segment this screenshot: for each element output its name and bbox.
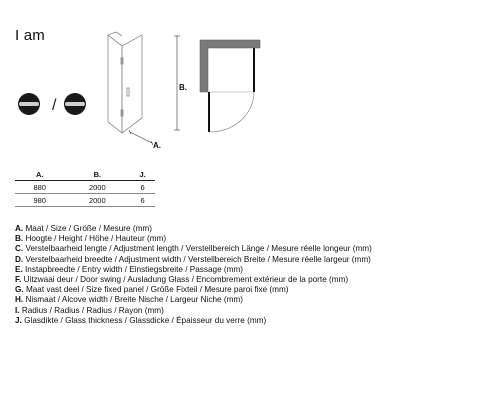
legend-item [15,224,495,234]
page-title: I am [15,27,45,44]
legend-item [15,306,495,316]
round-handle-icon [18,93,40,115]
legend-text: Maat / Size / Größe / Mesure (mm) [25,224,152,233]
legend-text: Glasdikte / Glass thickness / Glassdicke / Épaisseur du verre (mm) [24,315,267,325]
legend-item [15,265,495,275]
legend-text: Maat vast deel / Size fixed panel / Größe Fixteil / Mesure paroi fixe (mm) [25,285,289,295]
legend-key: B. [15,234,24,244]
table-row [15,194,155,207]
wall-outline [200,40,260,92]
legend-key: I. [15,305,20,315]
round-handle-icon [64,93,86,115]
table-cell: 6 [130,181,155,194]
shower-isometric-drawing [100,30,195,155]
legend-text: Uitzwaai deur / Door swing / Ausladung Glass / Encombrement extérieur de la porte (mm) [23,275,349,285]
legend-text: Verstelbaarheid lengte / Adjustment length / Verstellbereich Länge / Mesure réelle longeur (mm) [25,244,372,254]
table-row [15,181,155,194]
legend-key: F. [15,275,22,285]
legend-key: J. [15,315,22,325]
legend-key: A. [15,224,24,233]
table-cell: 880 [15,181,64,194]
legend-item [15,255,495,265]
dimension-legend [15,224,495,326]
dimensions-table [15,168,155,207]
legend-text: Radius / Radius / Radius / Rayon (mm) [21,305,164,315]
legend-text: Nismaat / Alcove width / Breite Nische / Largeur Niche (mm) [25,295,243,305]
table-cell: 2000 [64,181,130,194]
legend-item [15,275,495,285]
legend-item [15,285,495,295]
legend-item [15,234,495,244]
legend-text: Hoogte / Height / Höhe / Hauteur (mm) [25,234,167,244]
shower-plan-drawing [196,36,268,138]
legend-key: D. [15,254,24,264]
legend-item [15,316,495,326]
table-cell: 6 [130,194,155,207]
legend-text: Instapbreedte / Entry width / Einstiegsbreite / Passage (mm) [25,264,244,274]
legend-text: Verstelbaarheid breedte / Adjustment width / Verstellbereich Breite / Mesure réelle largeur (mm) [25,254,371,264]
legend-item [15,295,495,305]
table-cell: 2000 [64,194,130,207]
legend-key: E. [15,264,23,274]
legend-key: H. [15,295,24,305]
dimension-label-b: B. [179,83,187,92]
legend-key: G. [15,285,24,295]
column-header: J. [130,168,155,181]
table-header-row [15,168,155,181]
column-header: A. [15,168,64,181]
legend-item [15,244,495,254]
dimension-label-a: A. [153,141,161,150]
handle-options [12,88,102,120]
legend-key: C. [15,244,24,254]
column-header: B. [64,168,130,181]
separator-slash: / [52,97,57,114]
table-cell: 980 [15,194,64,207]
